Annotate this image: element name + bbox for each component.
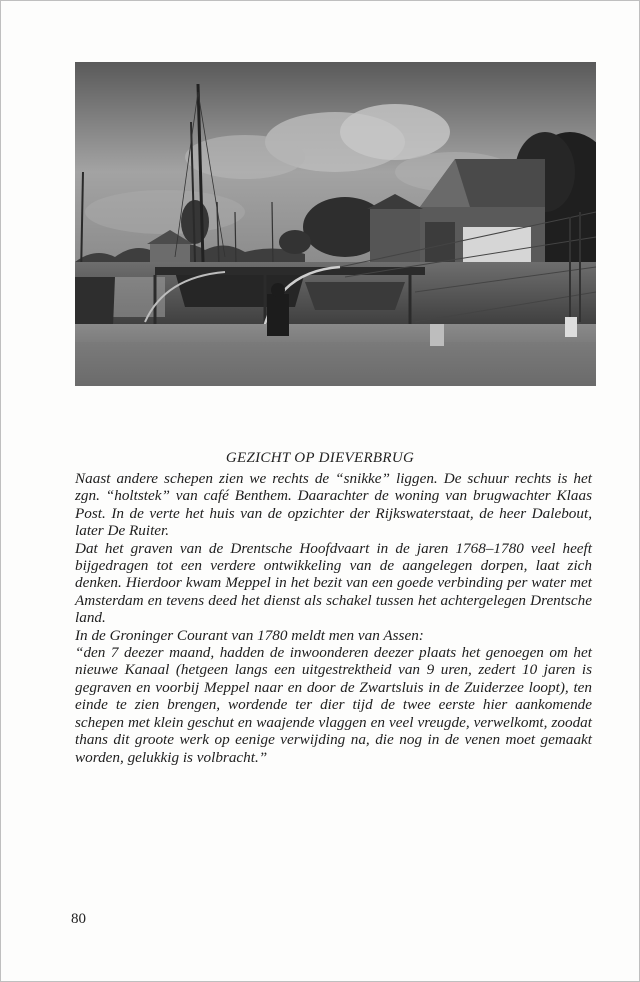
paragraph-photo-description: Naast andere schepen zien we rechts de “snikke” liggen. De schuur rechts is het zgn. “holtstek” van café Benthem. Daarachter de woning van brugwachter Klaas Post. In de verte het huis van de opzichter der Rijkswaterstaat, de heer Dalebout, later De Ruiter. xyxy=(75,470,592,540)
paragraph-quotation: “den 7 deezer maand, hadden de inwoonderen deezer plaats het genoegen om het nieuwe Kanaal (hetgeen langs een uitgestrektheid van 9 uren, zedert 10 jaren is gegraven en voorbij Meppel naar en door de Zwartsluis in de Zuiderzee loopt), ten einde te zien brengen, wordende ter dier tijd de twee eerste hier aankomende schepen met klein geschut en waajende vlaggen en veel vreugde, verwelkomt, zoodat thans dit groote werk op eenige verwijding na, die nog in de venen moet gemaakt worden, gelukkig is volbracht.” xyxy=(75,644,592,766)
paragraph-drentsche-hoofdvaart: Dat het graven van de Drentsche Hoofdvaart in de jaren 1768–1780 veel heeft bijgedragen tot een verdere ontwikkeling van de aangelegen dorpen, laat zich denken. Hierdoor kwam Meppel in het bezit van een goede verbinding per water met Amsterdam en tevens deed het dienst als schakel tussen het achtergelegen Drentsche land. xyxy=(75,539,592,627)
paragraph-groninger-courant-intro: In de Groninger Courant van 1780 meldt men van Assen: xyxy=(75,626,424,644)
harbour-bridge-photo-illustration xyxy=(75,62,596,386)
photo-caption: GEZICHT OP DIEVERBRUG xyxy=(225,450,415,466)
body-text xyxy=(75,470,592,766)
page-number: 80 xyxy=(71,911,86,927)
historic-photo xyxy=(75,62,596,386)
